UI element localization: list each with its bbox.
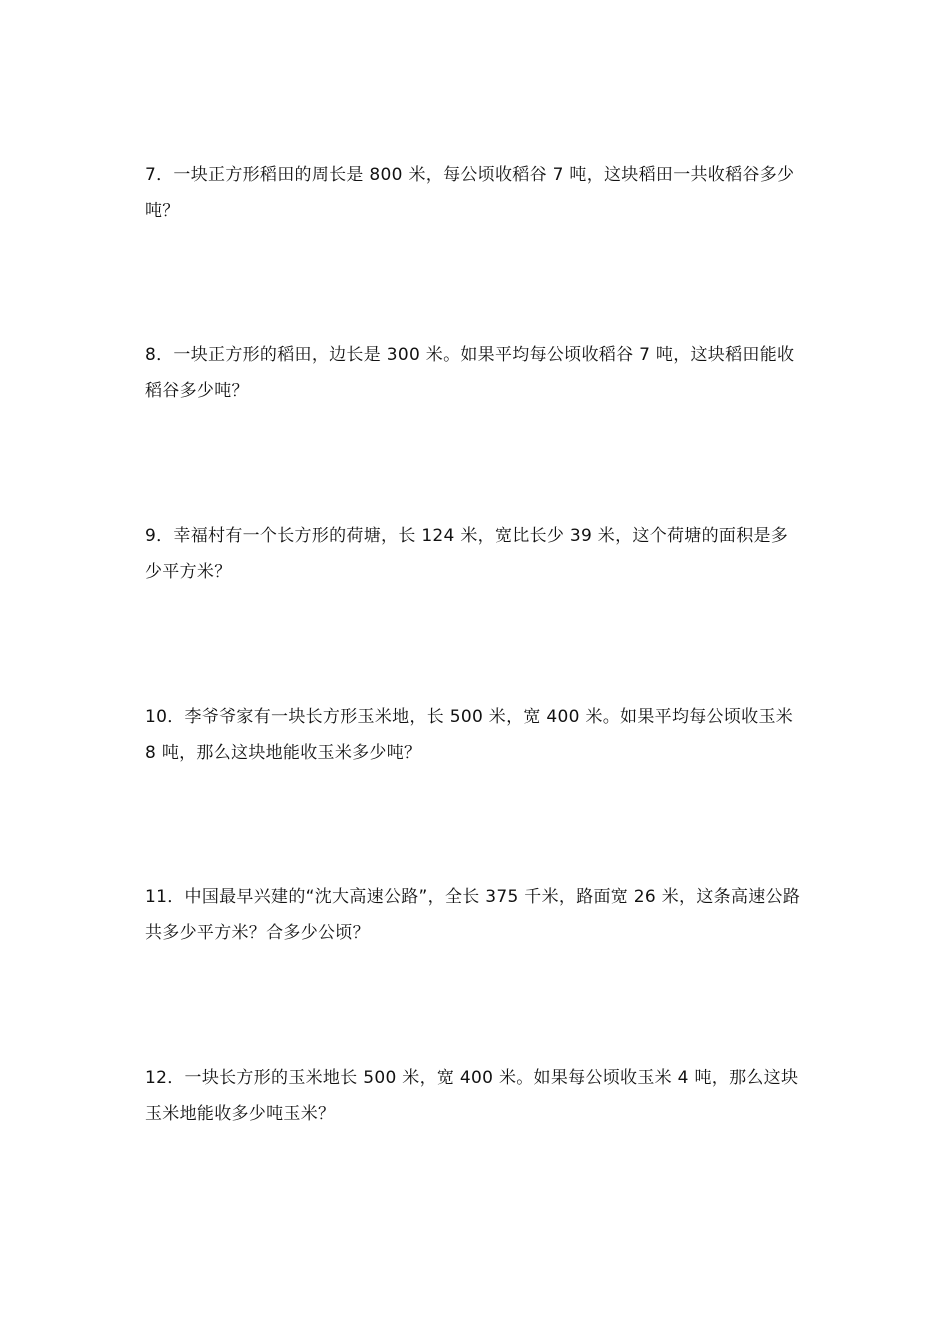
- question-8: 8．一块正方形的稻田，边长是 300 米。如果平均每公顷收稻谷 7 吨，这块稻田能收稻谷多少吨？: [145, 345, 795, 401]
- question-7: 7．一块正方形稻田的周长是 800 米，每公顷收稻谷 7 吨，这块稻田一共收稻谷多少吨？: [145, 165, 795, 221]
- question-9: 9．幸福村有一个长方形的荷塘，长 124 米，宽比长少 39 米，这个荷塘的面积是多少平方米？: [145, 526, 789, 582]
- question-11: 11．中国最早兴建的“沈大高速公路”，全长 375 千米，路面宽 26 米，这条高速公路共多少平方米？合多少公顷？: [145, 887, 801, 943]
- question-12: 12．一块长方形的玉米地长 500 米，宽 400 米。如果每公顷收玉米 4 吨，那么这块玉米地能收多少吨玉米？: [145, 1068, 799, 1124]
- question-10: 10．李爷爷家有一块长方形玉米地，长 500 米，宽 400 米。如果平均每公顷收玉米 8 吨，那么这块地能收玉米多少吨？: [145, 707, 794, 763]
